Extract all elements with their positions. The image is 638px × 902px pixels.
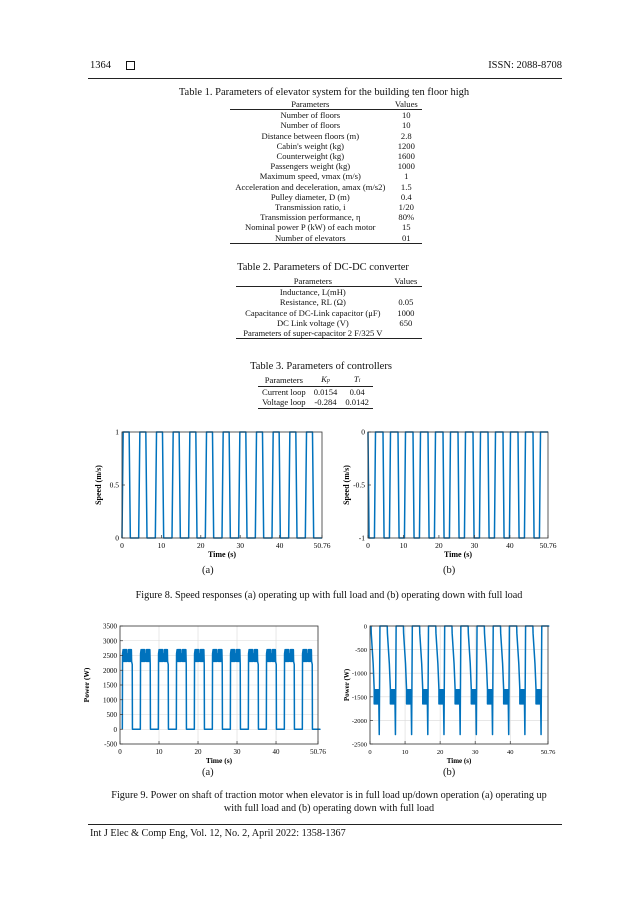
y-tick-label: 0 xyxy=(361,427,365,437)
table1-cell: Counterweight (kg) xyxy=(276,151,345,162)
table3-cell: 0.04 xyxy=(349,387,365,398)
x-tick-label: 0 xyxy=(120,541,124,550)
table1-cell: 0.4 xyxy=(400,191,412,202)
table3 xyxy=(258,374,373,409)
x-tick-label: 20 xyxy=(197,541,205,550)
table3-row xyxy=(258,387,373,398)
table1-cell: Transmission ratio, i xyxy=(274,202,346,213)
table1-row xyxy=(230,110,422,121)
chart-fig8b xyxy=(340,425,560,565)
y-tick-label: 3500 xyxy=(103,622,117,631)
table3-cell: Voltage loop xyxy=(258,397,310,408)
y-tick-label: -500 xyxy=(355,647,367,655)
table1-cell: Number of floors xyxy=(280,120,341,131)
table1-cell: 1000 xyxy=(397,161,415,172)
x-tick-label: 50.76 xyxy=(540,749,556,756)
table2-cell: Inductance, L(mH) xyxy=(279,287,346,298)
x-tick-label: 30 xyxy=(470,541,479,550)
table1-row xyxy=(230,161,422,171)
y-tick-label: -0.5 xyxy=(353,480,365,490)
x-tick-label: 40 xyxy=(507,749,514,756)
table2-cell: DC Link voltage (V) xyxy=(276,317,349,328)
table2-row xyxy=(236,308,422,318)
footer-citation: Int J Elec & Comp Eng, Vol. 12, No. 2, April 2022: 1358-1367 xyxy=(90,828,346,839)
table1-row xyxy=(230,192,422,202)
x-axis-label: Time (s) xyxy=(205,756,233,765)
x-tick-label: 50.76 xyxy=(313,541,331,550)
x-tick-label: 10 xyxy=(157,541,166,550)
table3-caption: Table 3. Parameters of controllers xyxy=(250,361,392,372)
x-tick-label: 30 xyxy=(236,541,244,550)
table1-header-parameters: Parameters xyxy=(230,99,391,110)
table1-cell: Distance between floors (m) xyxy=(261,130,360,141)
y-axis-label: Speed (m/s) xyxy=(342,465,351,505)
table1-cell: Acceleration and deceleration, amax (m/s2) xyxy=(235,181,386,192)
table1-cell: Number of floors xyxy=(280,110,341,121)
table1-cell: Number of elevators xyxy=(230,233,391,244)
x-axis-label: Time (s) xyxy=(207,550,237,559)
x-tick-label: 30 xyxy=(471,749,479,756)
table1-row xyxy=(230,222,422,232)
table1-cell: 1600 xyxy=(397,151,415,162)
table1-cell: Maximum speed, vmax (m/s) xyxy=(259,171,361,182)
table2-cell xyxy=(390,328,422,339)
y-tick-label: 1 xyxy=(115,427,119,437)
table1-row xyxy=(230,233,422,244)
y-axis-label: Speed (m/s) xyxy=(94,465,103,505)
table2-row xyxy=(236,328,422,339)
fig8-label-a: (a) xyxy=(202,565,214,576)
table1-cell: Cabin's weight (kg) xyxy=(276,140,344,151)
table1-caption: Table 1. Parameters of elevator system for the building ten floor high xyxy=(178,87,470,98)
footer-rule xyxy=(88,824,562,825)
series-line xyxy=(371,626,549,735)
y-tick-label: 0 xyxy=(113,725,117,734)
table1-cell: 01 xyxy=(391,233,422,244)
table3-header-ti: Ti xyxy=(341,374,373,387)
figure9-caption-line1: Figure 9. Power on shaft of traction motor when elevator is in full load up/down operation (a) operating up xyxy=(111,790,547,801)
y-tick-label: -1500 xyxy=(351,694,367,702)
x-tick-label: 0 xyxy=(368,749,372,756)
table1-cell: Passengers weight (kg) xyxy=(270,161,351,172)
x-axis-label: Time (s) xyxy=(443,550,473,559)
series-line xyxy=(122,432,322,538)
table2-header-values: Values xyxy=(390,276,422,287)
table1 xyxy=(230,99,422,244)
y-tick-label: -1 xyxy=(358,533,365,543)
table3-header-parameters: Parameters xyxy=(258,374,310,387)
table3-cell: 0.0142 xyxy=(341,397,373,408)
chart-fig8a xyxy=(92,425,332,565)
table2-cell: 650 xyxy=(399,317,413,328)
fig9-label-b: (b) xyxy=(443,767,456,778)
x-tick-label: 10 xyxy=(401,749,409,756)
table2 xyxy=(236,276,422,339)
figure8-caption: Figure 8. Speed responses (a) operating up with full load and (b) operating down with full load xyxy=(135,590,523,601)
header-rule xyxy=(88,78,562,79)
y-tick-label: 1000 xyxy=(103,696,117,705)
x-tick-label: 40 xyxy=(275,541,284,550)
table1-cell: 80% xyxy=(398,212,415,223)
y-axis-label: Power (W) xyxy=(82,667,91,703)
table1-cell: 10 xyxy=(401,120,411,131)
y-tick-label: 0.5 xyxy=(109,480,119,490)
x-tick-label: 0 xyxy=(366,541,370,550)
x-tick-label: 20 xyxy=(435,541,443,550)
table1-cell: Nominal power P (kW) of each motor xyxy=(245,222,376,233)
table1-row xyxy=(230,212,422,222)
x-tick-label: 20 xyxy=(194,748,202,756)
y-tick-label: -2000 xyxy=(351,717,367,725)
table1-cell: 1/20 xyxy=(398,202,414,213)
x-tick-label: 40 xyxy=(506,541,514,550)
table2-cell xyxy=(390,287,422,298)
y-tick-label: -1000 xyxy=(351,670,367,678)
series-line xyxy=(368,432,548,538)
square-bullet-icon xyxy=(126,61,135,70)
x-tick-label: 40 xyxy=(272,748,280,756)
table3-cell: Current loop xyxy=(262,387,306,398)
y-tick-label: -500 xyxy=(104,740,117,749)
y-tick-label: 0 xyxy=(115,533,119,543)
table1-cell: 10 xyxy=(401,110,411,121)
table3-cell: 0.0154 xyxy=(313,387,338,398)
table2-header-parameters: Parameters xyxy=(236,276,390,287)
table1-row xyxy=(230,151,422,161)
table1-header-values: Values xyxy=(391,99,422,110)
table2-cell: 0.05 xyxy=(398,297,414,308)
issn: ISSN: 2088-8708 xyxy=(488,60,562,71)
table2-cell: Parameters of super-capacitor 2 F/325 V xyxy=(236,328,390,339)
table3-cell: -0.284 xyxy=(310,397,342,408)
x-tick-label: 50.76 xyxy=(310,748,326,756)
table2-caption: Table 2. Parameters of DC-DC converter xyxy=(237,262,409,273)
table2-cell: Resistance, RL (Ω) xyxy=(279,297,346,308)
table1-cell: Pulley diameter, D (m) xyxy=(270,191,350,202)
table3-header-kp: Kp xyxy=(310,374,342,387)
page-number: 1364 xyxy=(90,60,111,71)
y-tick-label: 0 xyxy=(363,623,367,631)
x-tick-label: 30 xyxy=(233,748,241,756)
x-tick-label: 0 xyxy=(118,748,122,756)
table2-row xyxy=(236,318,422,328)
figure9-caption xyxy=(60,789,598,815)
fig9-label-a: (a) xyxy=(202,767,214,778)
table2-row xyxy=(236,287,422,298)
table1-row xyxy=(230,202,422,212)
table1-row xyxy=(230,171,422,181)
y-tick-label: 1500 xyxy=(103,681,117,690)
y-tick-label: 2000 xyxy=(103,666,117,675)
table1-cell: Transmission performance, η xyxy=(260,212,361,223)
table2-cell: 1000 xyxy=(397,307,415,318)
x-axis-label: Time (s) xyxy=(446,757,472,765)
table1-cell: 2.8 xyxy=(400,130,412,141)
y-tick-label: 500 xyxy=(106,711,117,719)
table1-row xyxy=(230,182,422,192)
table1-cell: 15 xyxy=(401,222,411,233)
table1-cell: 1.5 xyxy=(400,181,412,192)
y-axis-label: Power (W) xyxy=(343,668,351,702)
x-tick-label: 20 xyxy=(436,749,444,756)
fig8-label-b: (b) xyxy=(443,565,456,576)
table2-row xyxy=(236,297,422,307)
y-tick-label: -2500 xyxy=(351,741,367,749)
table3-row xyxy=(258,397,373,408)
table1-row xyxy=(230,120,422,130)
figure9-caption-line2: with full load and (b) operating down with full load xyxy=(223,803,435,814)
y-tick-label: 2500 xyxy=(103,652,117,660)
table2-cell: Capacitance of DC-Link capacitor (μF) xyxy=(245,307,381,318)
table1-row xyxy=(230,131,422,141)
chart-fig9b xyxy=(340,618,562,768)
y-tick-label: 3000 xyxy=(103,637,117,646)
series-line xyxy=(122,650,320,730)
table1-cell: 1 xyxy=(404,171,409,182)
x-tick-label: 50.76 xyxy=(539,541,557,550)
x-tick-label: 10 xyxy=(155,748,163,756)
chart-fig9a xyxy=(80,618,330,768)
table1-cell: 1200 xyxy=(397,140,415,151)
table1-row xyxy=(230,141,422,151)
x-tick-label: 10 xyxy=(399,541,408,550)
